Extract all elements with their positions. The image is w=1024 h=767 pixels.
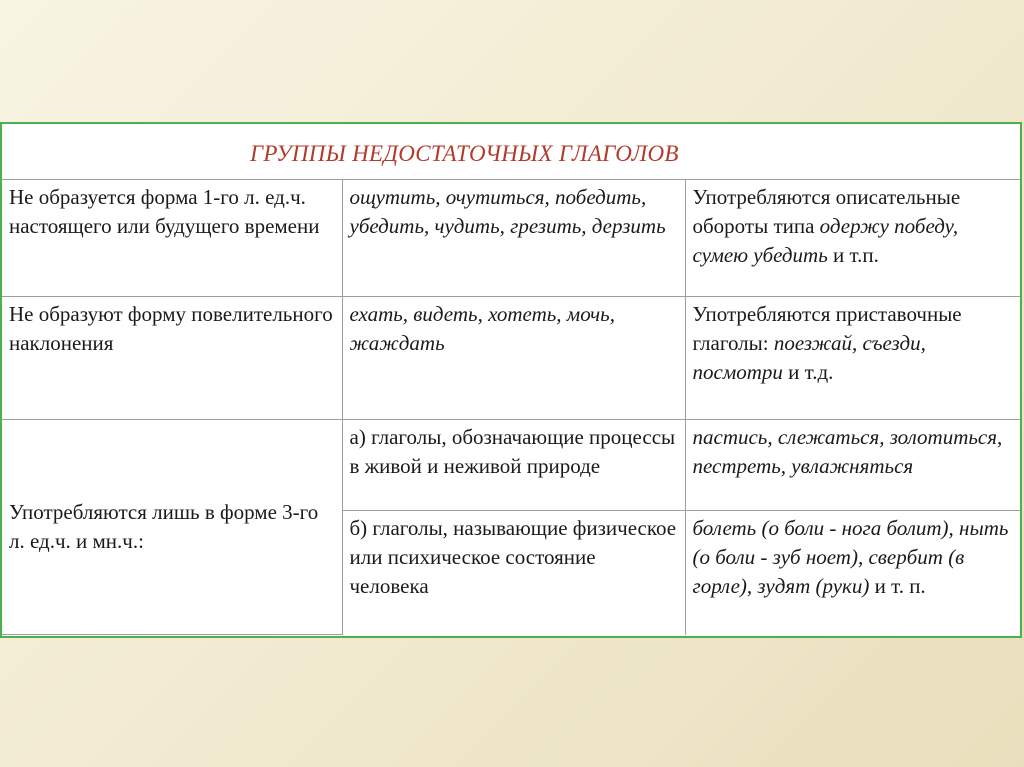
usage-cell [685,180,1020,297]
group-cell: Не образуют форму повелительного наклонения [2,297,342,420]
usage-text: Употребляются описательные обороты типа [692,185,961,238]
table-title: ГРУППЫ НЕДОСТАТОЧНЫХ ГЛАГОЛОВ [250,141,679,166]
table-row [2,420,1020,511]
table-row [2,297,1020,420]
subgroup-b-cell: б) глаголы, называющие физическое или психическое состояние человека [342,511,685,635]
verbs-table [2,124,1020,635]
subgroup-b-examples-cell [685,511,1020,635]
table-row [2,180,1020,297]
usage-cell [685,297,1020,420]
table-title-cell [2,124,1020,180]
subgroup-a-cell: а) глаголы, обозначающие процессы в живой и неживой природе [342,420,685,511]
title-row [2,124,1020,180]
usage-text: Употребляются приставочные глаголы: [692,302,962,355]
group-cell: Употребляются лишь в форме 3-го л. ед.ч. и мн.ч.: [2,420,342,635]
usage-examples: поезжай, съезди, посмотри [692,331,926,384]
subgroup-a-examples: пастись, слежаться, золотиться, пестреть, увлажняться [685,420,1020,511]
verbs-table-frame [0,122,1022,638]
group-cell: Не образуется форма 1-го л. ед.ч. настоящего или будущего времени [2,180,342,297]
subgroup-b-examples: болеть (о боли - нога болит), ныть (о боли - зуб ноет), свербит (в горле), зудят (руки) [692,516,1009,598]
examples-cell: ощутить, очутиться, победить, убедить, чудить, грезить, дерзить [342,180,685,297]
usage-tail: и т.д. [782,360,834,384]
examples-cell: ехать, видеть, хотеть, мочь, жаждать [342,297,685,420]
usage-examples: одержу победу, сумею убедить [692,214,959,267]
subgroup-b-tail: и т. п. [869,574,926,598]
usage-tail: и т.п. [827,243,879,267]
